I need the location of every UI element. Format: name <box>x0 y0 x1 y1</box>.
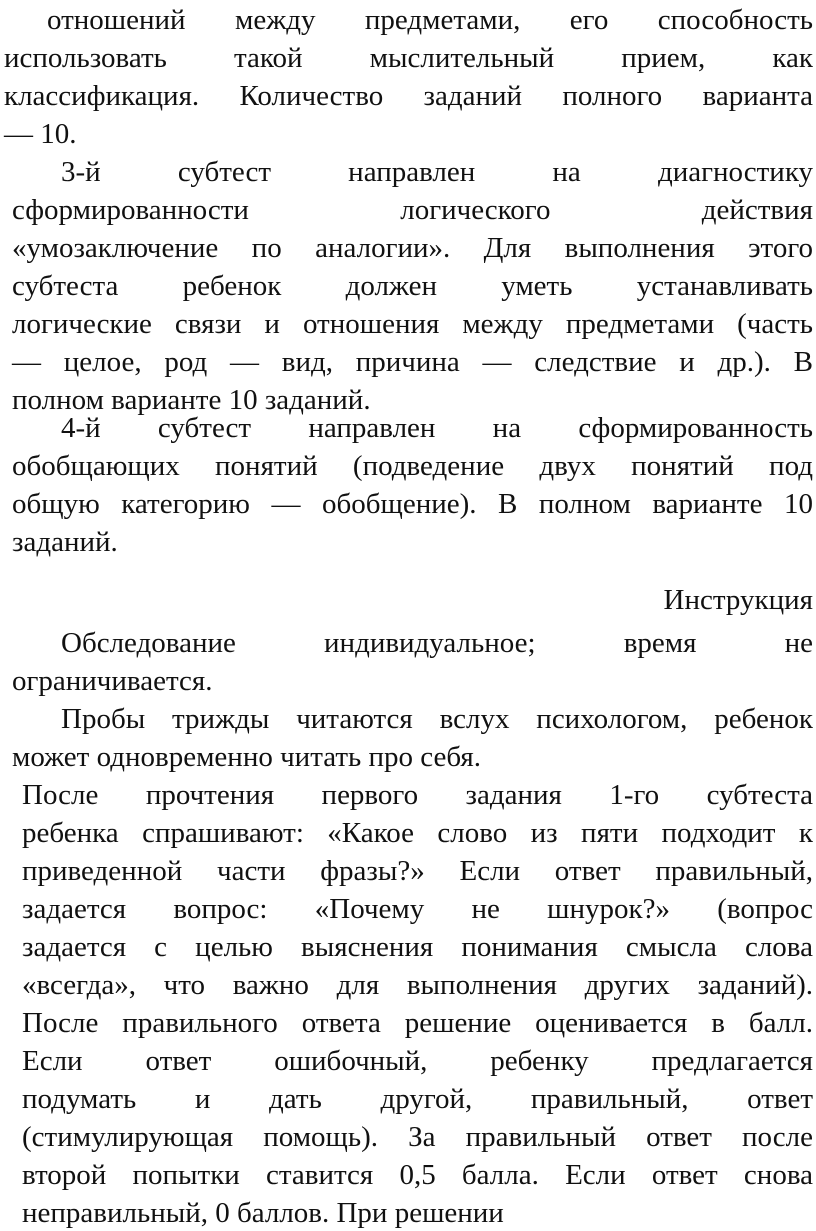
text-line: неправильный, 0 баллов. При решении <box>22 1197 504 1229</box>
text-line: После правильного ответа решение оценивается в балл. <box>22 1007 813 1039</box>
text-line: Обследование индивидуальное; время не <box>61 627 813 659</box>
text-line: заданий. <box>12 526 118 558</box>
section-heading: Инструкция <box>663 584 813 616</box>
text-line: задается с целью выяснения понимания смысла слова <box>22 931 813 963</box>
text-line: использовать такой мыслительный прием, как <box>4 42 813 74</box>
text-line: ребенка спрашивают: «Какое слово из пяти подходит к <box>22 817 813 849</box>
text-line: «всегда», что важно для выполнения других заданий). <box>22 969 813 1001</box>
text-line: логические связи и отношения между предметами (часть <box>12 308 813 340</box>
text-line: второй попытки ставится 0,5 балла. Если ответ снова <box>22 1159 813 1191</box>
text-line: обобщающих понятий (подведение двух понятий под <box>12 450 813 482</box>
text-line: подумать и дать другой, правильный, ответ <box>22 1083 813 1115</box>
text-line: — целое, род — вид, причина — следствие и др.). В <box>12 346 813 378</box>
text-line: «умозаключение по аналогии». Для выполнения этого <box>12 232 813 264</box>
text-line: После прочтения первого задания 1-го субтеста <box>22 779 813 811</box>
text-line: 4-й субтест направлен на сформированность <box>61 412 813 444</box>
text-line: отношений между предметами, его способность <box>47 4 813 36</box>
text-line: сформированности логического действия <box>12 194 813 226</box>
text-line: 3-й субтест направлен на диагностику <box>61 156 813 188</box>
text-line: полном варианте 10 заданий. <box>12 384 371 416</box>
text-line: задается вопрос: «Почему не шнурок?» (вопрос <box>22 893 813 925</box>
text-line: субтеста ребенок должен уметь устанавливать <box>12 270 813 302</box>
text-line: приведенной части фразы?» Если ответ правильный, <box>22 855 813 887</box>
text-line: — 10. <box>4 118 77 150</box>
text-line: ограничивается. <box>12 665 213 697</box>
text-line: Пробы трижды читаются вслух психологом, ребенок <box>61 703 813 735</box>
text-line: может одновременно читать про себя. <box>12 741 481 773</box>
text-line: Если ответ ошибочный, ребенку предлагается <box>22 1045 813 1077</box>
text-line: общую категорию — обобщение). В полном варианте 10 <box>12 488 813 520</box>
text-line: классификация. Количество заданий полного варианта <box>4 80 813 112</box>
text-line: (стимулирующая помощь). За правильный ответ после <box>22 1121 813 1153</box>
